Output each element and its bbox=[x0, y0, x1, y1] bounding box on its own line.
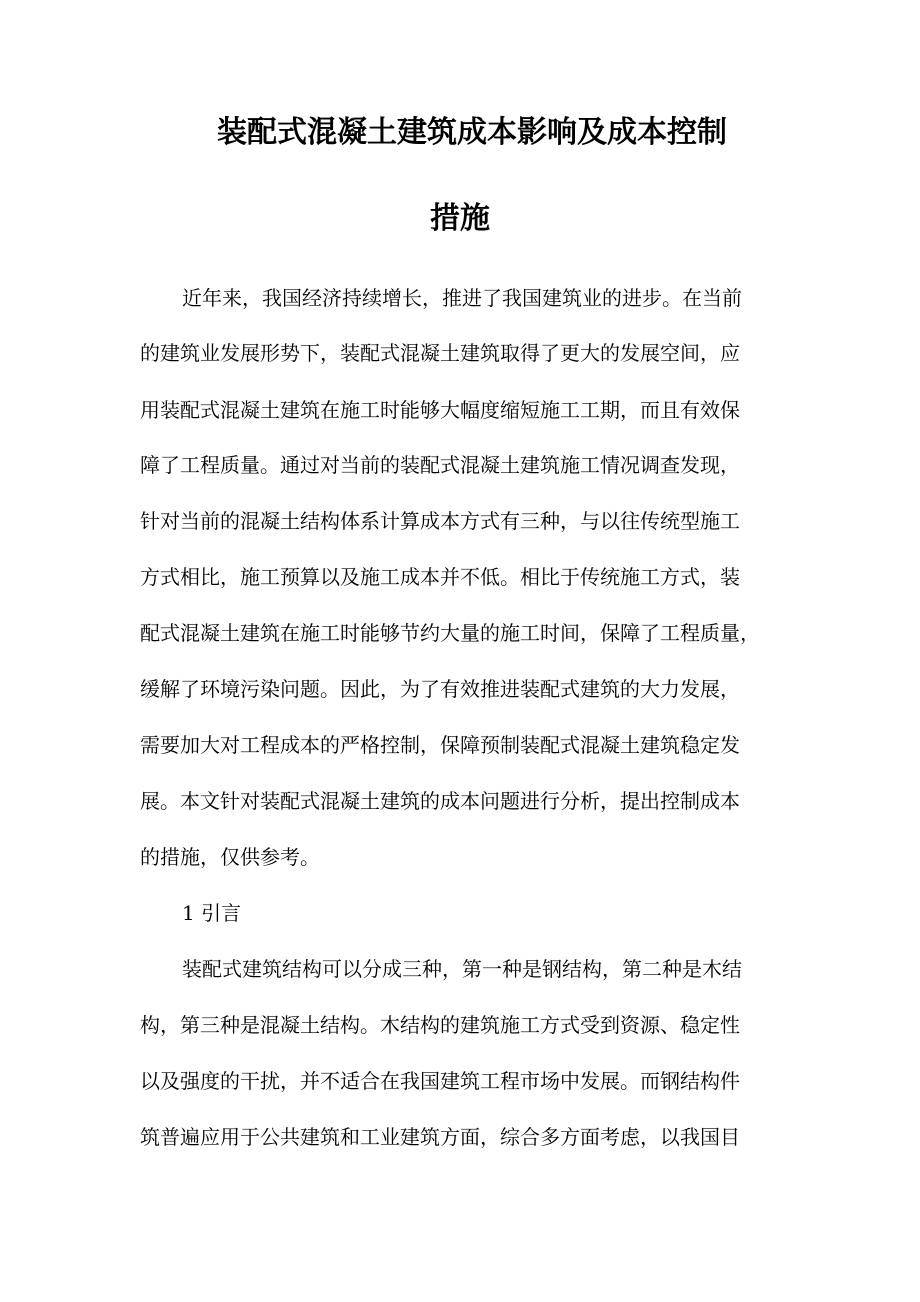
paragraph-1-line: 针对当前的混凝土结构体系计算成本方式有三种，与以往传统型施工 bbox=[140, 509, 740, 533]
paragraph-1-line: 展。本文针对装配式混凝土建筑的成本问题进行分析，提出控制成本 bbox=[140, 789, 740, 813]
paragraph-1-line: 的措施，仅供参考。 bbox=[140, 845, 320, 869]
paragraph-1-line: 近年来，我国经济持续增长，推进了我国建筑业的进步。在当前 bbox=[182, 286, 742, 310]
paragraph-1-line: 的建筑业发展形势下，装配式混凝土建筑取得了更大的发展空间，应 bbox=[140, 341, 740, 365]
document-title-line-1: 装配式混凝土建筑成本影响及成本控制 bbox=[217, 115, 727, 150]
document-title-line-2: 措施 bbox=[430, 201, 490, 236]
paragraph-2-line: 以及强度的干扰，并不适合在我国建筑工程市场中发展。而钢结构件 bbox=[140, 1069, 740, 1093]
paragraph-1-line: 缓解了环境污染问题。因此，为了有效推进装配式建筑的大力发展， bbox=[140, 677, 740, 701]
paragraph-1-line: 配式混凝土建筑在施工时能够节约大量的施工时间，保障了工程质量， bbox=[140, 621, 760, 645]
section-heading: 1 引言 bbox=[182, 901, 242, 925]
paragraph-2-line: 筑普遍应用于公共建筑和工业建筑方面，综合多方面考虑，以我国目 bbox=[140, 1125, 740, 1149]
paragraph-1-line: 需要加大对工程成本的严格控制，保障预制装配式混凝土建筑稳定发 bbox=[140, 733, 740, 757]
paragraph-1-line: 障了工程质量。通过对当前的装配式混凝土建筑施工情况调查发现， bbox=[140, 453, 740, 477]
paragraph-2-line: 构，第三种是混凝土结构。木结构的建筑施工方式受到资源、稳定性 bbox=[140, 1013, 740, 1037]
paragraph-2-line: 装配式建筑结构可以分成三种，第一种是钢结构，第二种是木结 bbox=[182, 957, 742, 981]
paragraph-1-line: 方式相比，施工预算以及施工成本并不低。相比于传统施工方式，装 bbox=[140, 565, 740, 589]
paragraph-1-line: 用装配式混凝土建筑在施工时能够大幅度缩短施工工期，而且有效保 bbox=[140, 398, 740, 422]
